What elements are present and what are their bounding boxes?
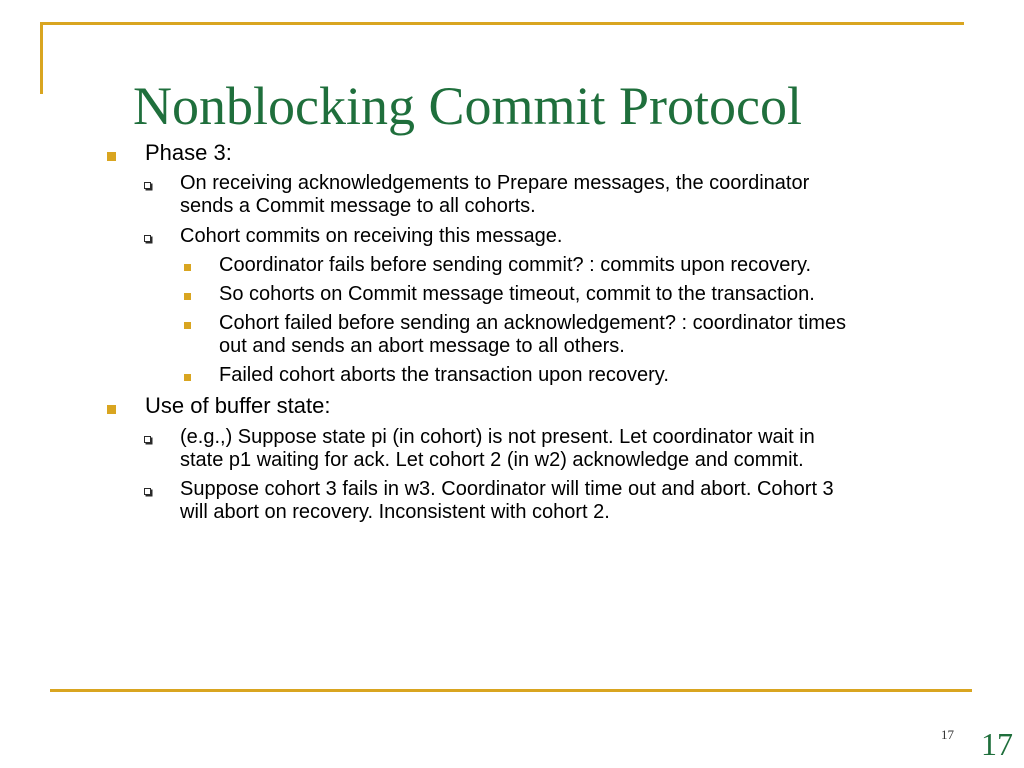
sub-bullet-text: Coordinator fails before sending commit? : commits upon recovery. — [219, 254, 812, 276]
page-number-large: 17 — [981, 726, 1013, 762]
bullet-text: state p1 waiting for ack. Let cohort 2 (in w2) acknowledge and commit. — [180, 449, 804, 471]
decorative-vertical-line — [40, 22, 43, 94]
bullet-hollow-square-icon — [144, 182, 151, 189]
bullet-small-square-icon — [184, 374, 191, 381]
sub-bullet-text: So cohorts on Commit message timeout, commit to the transaction. — [219, 283, 815, 305]
sub-bullet-text: Failed cohort aborts the transaction upon recovery. — [219, 364, 669, 386]
page-number-small: 17 — [941, 727, 954, 742]
bullet-text: sends a Commit message to all cohorts. — [180, 195, 536, 217]
bullet-hollow-square-icon — [144, 235, 151, 242]
bullet-text: On receiving acknowledgements to Prepare messages, the coordinator — [180, 172, 810, 194]
decorative-bottom-line — [50, 689, 972, 692]
bullet-small-square-icon — [184, 264, 191, 271]
bullet-heading-buffer: Use of buffer state: — [145, 393, 331, 418]
sub-bullet-text: out and sends an abort message to all others. — [219, 335, 625, 357]
bullet-heading-phase3: Phase 3: — [145, 140, 232, 165]
bullet-text: Cohort commits on receiving this message. — [180, 225, 563, 247]
bullet-square-icon — [107, 405, 116, 414]
bullet-small-square-icon — [184, 293, 191, 300]
bullet-hollow-square-icon — [144, 436, 151, 443]
bullet-text: will abort on recovery. Inconsistent with cohort 2. — [180, 501, 610, 523]
sub-bullet-text: Cohort failed before sending an acknowledgement? : coordinator times — [219, 312, 847, 334]
bullet-text: Suppose cohort 3 fails in w3. Coordinator will time out and abort. Cohort 3 — [180, 478, 834, 500]
decorative-top-line — [40, 22, 964, 25]
slide-title: Nonblocking Commit Protocol — [133, 76, 802, 136]
bullet-hollow-square-icon — [144, 488, 151, 495]
bullet-small-square-icon — [184, 322, 191, 329]
bullet-square-icon — [107, 152, 116, 161]
bullet-text: (e.g.,) Suppose state pi (in cohort) is not present. Let coordinator wait in — [180, 426, 815, 448]
